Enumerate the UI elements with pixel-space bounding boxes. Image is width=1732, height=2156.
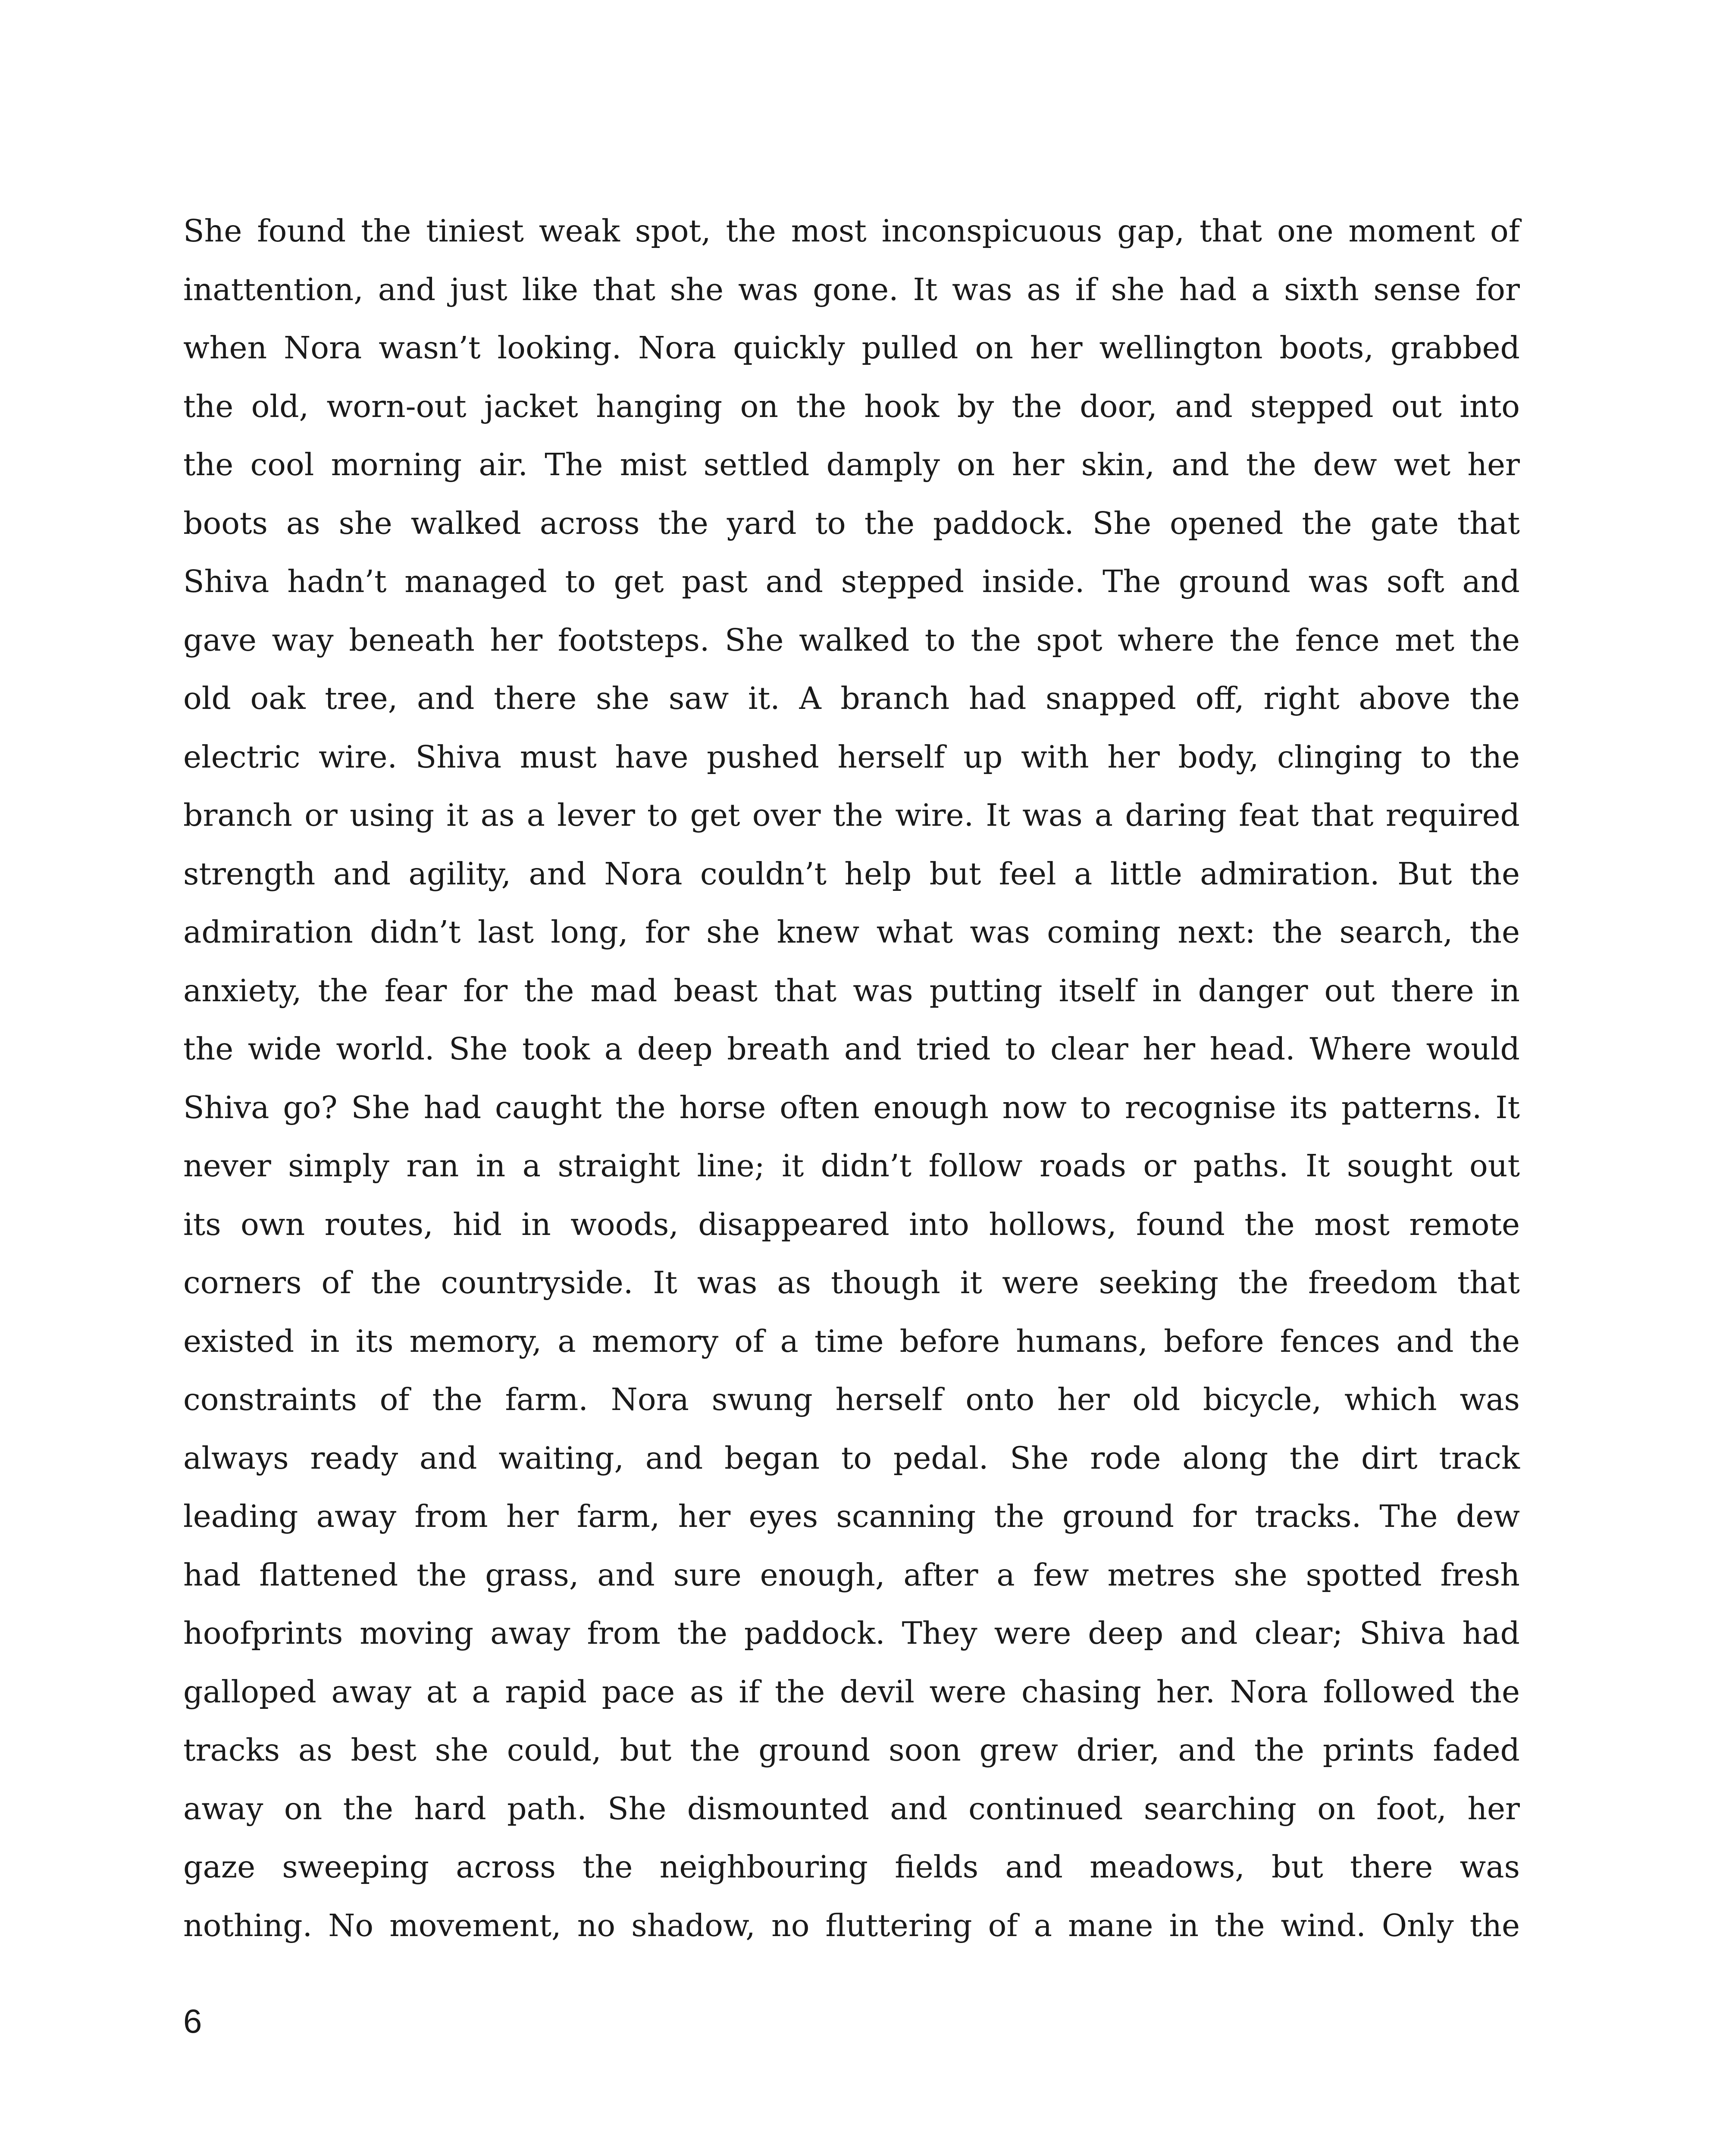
- text-line: Shiva go? She had caught the horse often enough now to recognise its patterns. It: [183, 1089, 1520, 1125]
- text-line: gave way beneath her footsteps. She walked to the spot where the fence met the: [183, 622, 1520, 658]
- text-line: leading away from her farm, her eyes scanning the ground for tracks. The dew: [183, 1498, 1520, 1534]
- text-line: the wide world. She took a deep breath and tried to clear her head. Where would: [183, 1031, 1520, 1067]
- text-line: never simply ran in a straight line; it didn’t follow roads or paths. It sought out: [183, 1148, 1520, 1184]
- text-line: hoofprints moving away from the paddock. They were deep and clear; Shiva had: [183, 1615, 1520, 1651]
- text-line: corners of the countryside. It was as though it were seeking the freedom that: [183, 1265, 1520, 1300]
- page-number: 6: [183, 2002, 202, 2040]
- text-line: its own routes, hid in woods, disappeared into hollows, found the most remote: [183, 1206, 1520, 1242]
- text-line: strength and agility, and Nora couldn’t help but feel a little admiration. But the: [183, 856, 1520, 892]
- text-line: galloped away at a rapid pace as if the devil were chasing her. Nora followed the: [183, 1673, 1520, 1710]
- text-line: existed in its memory, a memory of a time before humans, before fences and the: [183, 1323, 1520, 1359]
- text-line: the cool morning air. The mist settled damply on her skin, and the dew wet her: [183, 447, 1520, 483]
- text-line: constraints of the farm. Nora swung herself onto her old bicycle, which was: [183, 1382, 1520, 1417]
- body-text: [183, 202, 1520, 1955]
- text-line: nothing. No movement, no shadow, no fluttering of a mane in the wind. Only the: [183, 1907, 1520, 1943]
- text-line: old oak tree, and there she saw it. A branch had snapped off, right above the: [183, 680, 1520, 716]
- text-line: admiration didn’t last long, for she knew what was coming next: the search, the: [183, 914, 1520, 950]
- text-line: branch or using it as a lever to get over the wire. It was a daring feat that required: [183, 797, 1520, 833]
- text-line: always ready and waiting, and began to pedal. She rode along the dirt track: [183, 1440, 1520, 1476]
- text-line: anxiety, the fear for the mad beast that was putting itself in danger out there in: [183, 972, 1520, 1009]
- text-line: She found the tiniest weak spot, the most inconspicuous gap, that one moment of: [183, 213, 1520, 249]
- text-line: Shiva hadn’t managed to get past and stepped inside. The ground was soft and: [183, 564, 1520, 599]
- text-line: boots as she walked across the yard to the paddock. She opened the gate that: [183, 505, 1520, 541]
- text-line: had flattened the grass, and sure enough, after a few metres she spotted fresh: [183, 1557, 1520, 1593]
- text-line: gaze sweeping across the neighbouring fields and meadows, but there was: [183, 1849, 1520, 1885]
- text-line: when Nora wasn’t looking. Nora quickly pulled on her wellington boots, grabbed: [183, 330, 1520, 366]
- text-line: electric wire. Shiva must have pushed herself up with her body, clinging to the: [183, 739, 1520, 775]
- text-line: the old, worn-out jacket hanging on the hook by the door, and stepped out into: [183, 388, 1520, 424]
- text-line: inattention, and just like that she was gone. It was as if she had a sixth sense for: [183, 271, 1520, 307]
- text-line: away on the hard path. She dismounted and continued searching on foot, her: [183, 1790, 1520, 1827]
- text-line: tracks as best she could, but the ground soon grew drier, and the prints faded: [183, 1732, 1520, 1768]
